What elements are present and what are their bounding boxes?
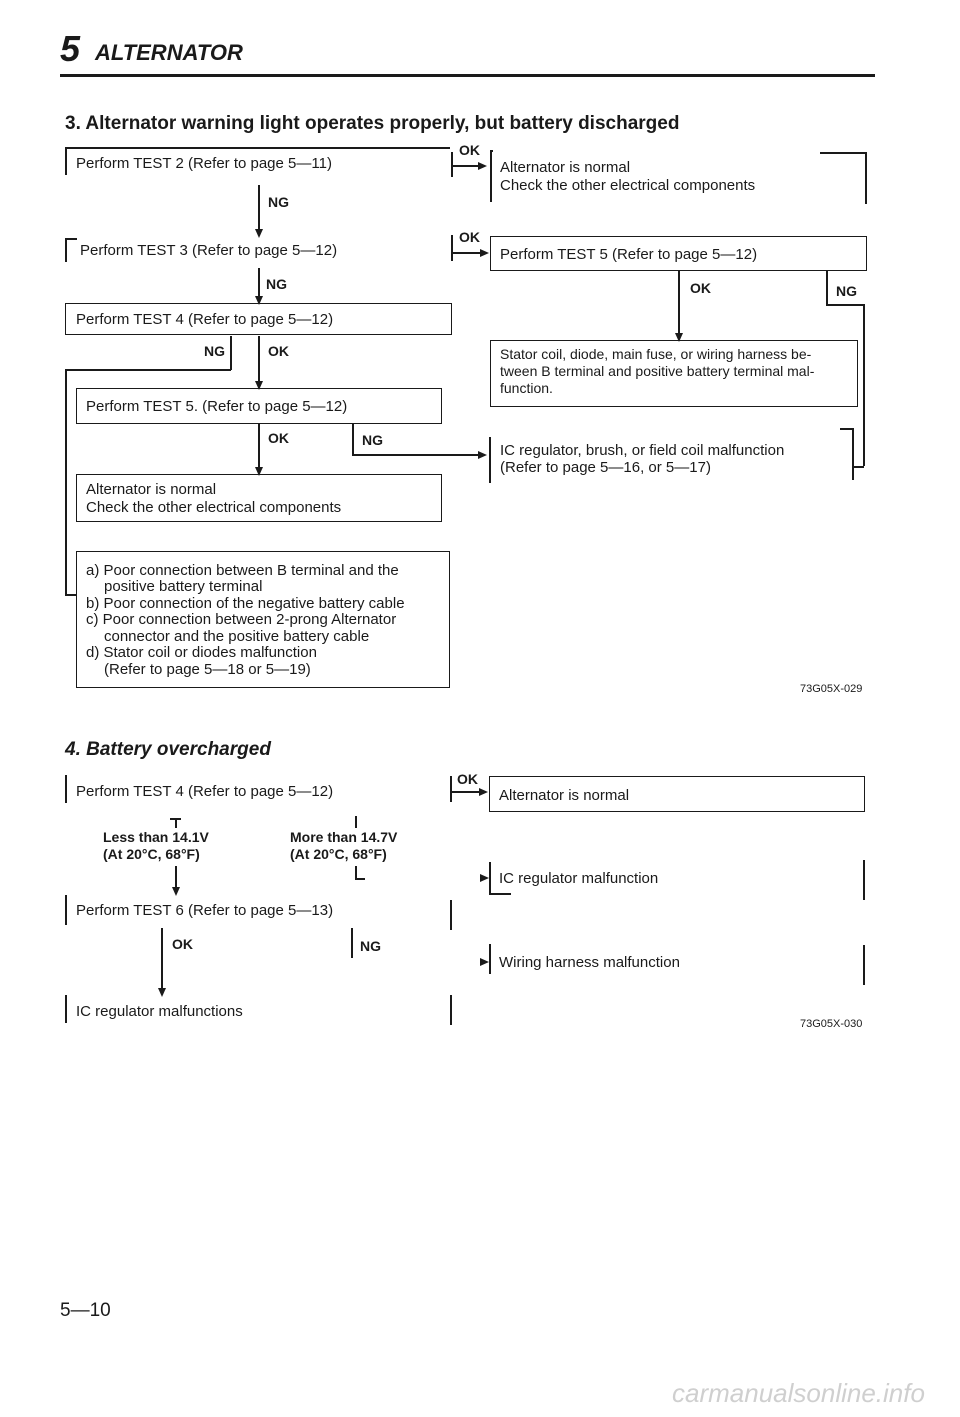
test5-right-text: Perform TEST 5 (Refer to page 5—12) <box>500 246 758 263</box>
ok2-label: OK <box>459 229 480 245</box>
header-rule <box>60 74 875 77</box>
ok1-arrow-line <box>451 165 479 167</box>
d2-more-tick <box>355 816 357 828</box>
test3-text: Perform TEST 3 (Refer to page 5—12) <box>80 242 338 259</box>
ng3-left-tick <box>826 271 828 305</box>
d2-ic-bottom <box>489 893 511 895</box>
d2-wiring-arrow <box>480 958 489 966</box>
ng4-vline <box>230 336 232 370</box>
d2-wiring: Wiring harness malfunction <box>499 954 680 971</box>
test2-top-border <box>65 147 450 149</box>
ng4-hline <box>65 369 231 371</box>
d2-ok2-arrow <box>158 988 166 997</box>
section-number: 5 <box>60 28 81 69</box>
d2-test6-right <box>450 900 452 930</box>
normal-mid-line2: Check the other electrical components <box>86 499 342 516</box>
d2-ok1-arrow-line <box>450 791 480 793</box>
d2-test6-text: Perform TEST 6 (Refer to page 5—13) <box>76 902 334 919</box>
test2-left-border <box>65 147 67 175</box>
ok2-arrow-line <box>451 252 481 254</box>
icreg-left-border <box>489 437 491 483</box>
d2-icreg-text: IC regulator malfunctions <box>76 1003 243 1020</box>
stator-line2: tween B terminal and positive battery terminal mal- <box>500 363 815 379</box>
icreg-line2: (Refer to page 5—16, or 5—17) <box>500 459 711 476</box>
d2-less-line1: Less than 14.1V <box>103 829 209 845</box>
normal-top-line1: Alternator is normal <box>500 159 631 176</box>
ok2-tick <box>451 235 453 261</box>
poor-d1: d) Stator coil or diodes malfunction <box>86 644 317 661</box>
ng2-line <box>258 268 260 298</box>
poor-a2: positive battery terminal <box>104 578 263 595</box>
normal-top-tick <box>490 150 493 152</box>
test2-text: Perform TEST 2 (Refer to page 5—11) <box>76 155 332 172</box>
d2-ng-line <box>351 928 353 958</box>
d2-icreg-right <box>450 995 452 1025</box>
d2-icreg-left <box>65 995 67 1023</box>
d2-less-line2: (At 20°C, 68°F) <box>103 846 200 862</box>
poor-b: b) Poor connection of the negative battery cable <box>86 595 405 612</box>
d2-normal-text: Alternator is normal <box>499 787 630 804</box>
ok4-line <box>258 336 260 384</box>
normal-top-right-border <box>865 152 867 204</box>
d2-wiring-right <box>863 945 865 985</box>
ng4-label: NG <box>204 343 225 359</box>
test3-left-border <box>65 238 67 262</box>
d2-less-arrow <box>172 887 180 896</box>
poor-c2: connector and the positive battery cable <box>104 628 370 645</box>
figure-code-1: 73G05X-029 <box>800 683 863 695</box>
d2-ok2-label: OK <box>172 936 193 952</box>
icreg-right-border <box>852 428 854 480</box>
ng5-arrow <box>478 451 487 459</box>
page-number: 5—10 <box>60 1300 111 1321</box>
stator-line1: Stator coil, diode, main fuse, or wiring harness be- <box>500 346 812 362</box>
poor-connector <box>65 594 77 596</box>
diagram2-title: 4. Battery overcharged <box>65 739 271 760</box>
poor-d2: (Refer to page 5—18 or 5—19) <box>104 661 311 678</box>
d2-test6-left <box>65 895 67 925</box>
ok3-line <box>678 271 680 335</box>
d2-ic-arrow <box>480 874 489 882</box>
poor-a1: a) Poor connection between B terminal and the <box>86 562 399 579</box>
ok3-label: OK <box>690 280 711 296</box>
ok5-label: OK <box>268 430 289 446</box>
d2-ok2-line <box>161 928 163 991</box>
normal-top-border-right <box>820 152 866 154</box>
d2-test4-left <box>65 775 67 803</box>
ng5-vline <box>352 424 354 455</box>
watermark: carmanualsonline.info <box>672 1378 925 1408</box>
d2-ng-label: NG <box>360 938 381 954</box>
ok4-label: OK <box>268 343 289 359</box>
diagram1-title: 3. Alternator warning light operates properly, but battery discharged <box>65 113 680 134</box>
test5-left-text: Perform TEST 5. (Refer to page 5—12) <box>86 398 348 415</box>
test4-text: Perform TEST 4 (Refer to page 5—12) <box>76 311 334 328</box>
section-title: ALTERNATOR <box>95 40 243 65</box>
ng4-left-line <box>65 369 67 595</box>
poor-c1: c) Poor connection between 2-prong Alternator <box>86 611 397 628</box>
ng5-hline <box>352 454 480 456</box>
d2-ic-right <box>863 860 865 900</box>
d2-less-tickbar <box>170 818 181 820</box>
ng1-line <box>258 185 260 231</box>
d2-ok1-arrow-head <box>479 788 488 796</box>
d2-ok1-tick <box>450 776 452 802</box>
d2-wiring-left <box>489 944 491 974</box>
d2-ic-left <box>489 862 491 894</box>
ng3-right-line <box>863 304 865 466</box>
ng3-bottom <box>826 304 864 306</box>
d2-test4-text: Perform TEST 4 (Refer to page 5—12) <box>76 783 334 800</box>
stator-line3: function. <box>500 380 553 396</box>
ng1-label: NG <box>268 194 289 210</box>
ok2-arrow-head <box>480 249 489 257</box>
test3-top-tick <box>65 238 77 240</box>
ng5-label: NG <box>362 432 383 448</box>
d2-more-line1: More than 14.7V <box>290 829 398 845</box>
ok1-label: OK <box>459 142 480 158</box>
normal-top-line2: Check the other electrical components <box>500 177 756 194</box>
d2-ok1-label: OK <box>457 771 478 787</box>
icreg-line1: IC regulator, brush, or field coil malfunction <box>500 442 785 459</box>
d2-less-tick <box>175 818 177 828</box>
ng3-label: NG <box>836 283 857 299</box>
icreg-ng-connector <box>852 466 864 468</box>
d2-more-line2: (At 20°C, 68°F) <box>290 846 387 862</box>
d2-more-hline <box>355 878 365 880</box>
figure-code-2: 73G05X-030 <box>800 1018 863 1030</box>
ng1-arrow <box>255 229 263 238</box>
ok1-arrow-head <box>478 162 487 170</box>
normal-mid-line1: Alternator is normal <box>86 481 217 498</box>
d2-ic-malfunction: IC regulator malfunction <box>499 870 659 887</box>
normal-top-left-border <box>490 150 492 202</box>
ok5-line <box>258 424 260 470</box>
ng2-label: NG <box>266 276 287 292</box>
